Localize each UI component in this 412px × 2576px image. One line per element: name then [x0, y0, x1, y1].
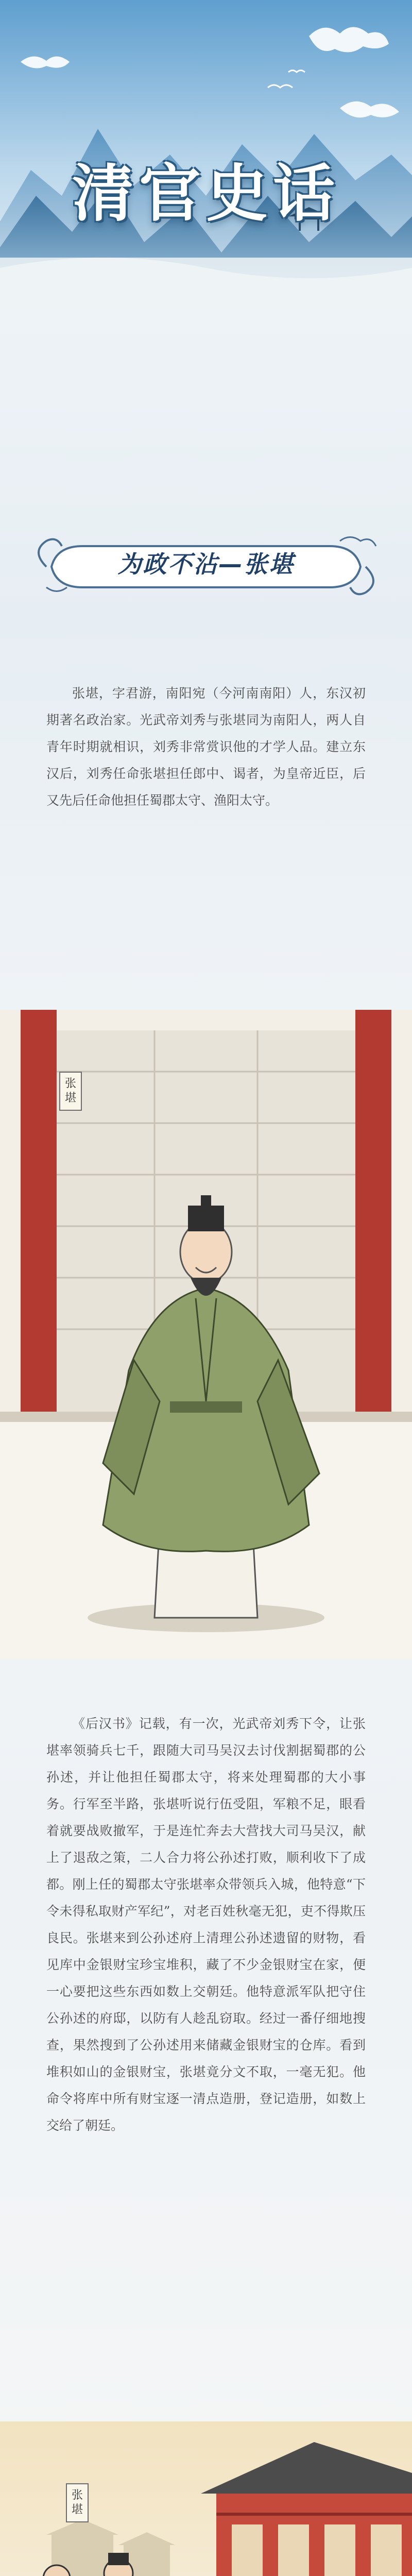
- intro-paragraph: [46, 680, 366, 814]
- page-title: 清官史话: [72, 158, 340, 230]
- intro-text: 张堪，字君游，南阳宛（今河南南阳）人，东汉初期著名政治家。光武帝刘秀与张堪同为南阳人，两人自青年时期就相识，刘秀非常赏识他的才学人品。建立东汉后，刘秀任命张堪担任郎中、谒者，为皇帝近臣，后又先后任命他担任蜀郡太守、渔阳太守。: [46, 686, 366, 808]
- name-tag: 张堪: [59, 1072, 82, 1111]
- name-tag: 张堪: [66, 2483, 89, 2522]
- section-heading: 为政不沾—张堪: [117, 550, 295, 578]
- story-text: 《后汉书》记载，有一次，光武帝刘秀下令，让张堪率领骑兵七千，跟随大司马吴汉去讨伐割据蜀郡的公孙述，并让他担任蜀郡太守，将来处理蜀郡的大小事务。行军至半路，张堪听说行伍受阻，军粮不足，眼看着就要战败撤军，于是连忙奔去大营找大司马吴汉，献上了退敌之策，二人合力将公孙述打败，顺利收下了成都。刚上任的蜀郡太守张堪率众带领兵入城，他特意“下令未得私取财产军纪”，对老百姓秋毫无犯，吏不得欺压良民。张堪来到公孙述府上清理公孙述遗留的财物，看见库中金银财宝珍宝堆积，藏了不少金银财宝在家，便一心要把这些东西如数上交朝廷。他特意派军队把守住公孙述的府邸，以防有人趁乱窃取。经过一番仔细地搜查，果然搜到了公孙述用来储藏金银财宝的仓库。看到堆积如山的金银财宝，张堪竟分文不取，一毫无犯。他命令将库中所有财宝逐一清点造册，登记造册，如数上交给了朝廷。: [46, 1716, 366, 2133]
- section-banner-zhangkan: [31, 531, 381, 598]
- portrait-scene: [0, 1010, 412, 1659]
- header-illustration: [0, 0, 412, 309]
- treasury-scene: [0, 2421, 412, 2576]
- treasury-illustration: [0, 2421, 412, 2576]
- story-paragraph: [46, 1710, 366, 2139]
